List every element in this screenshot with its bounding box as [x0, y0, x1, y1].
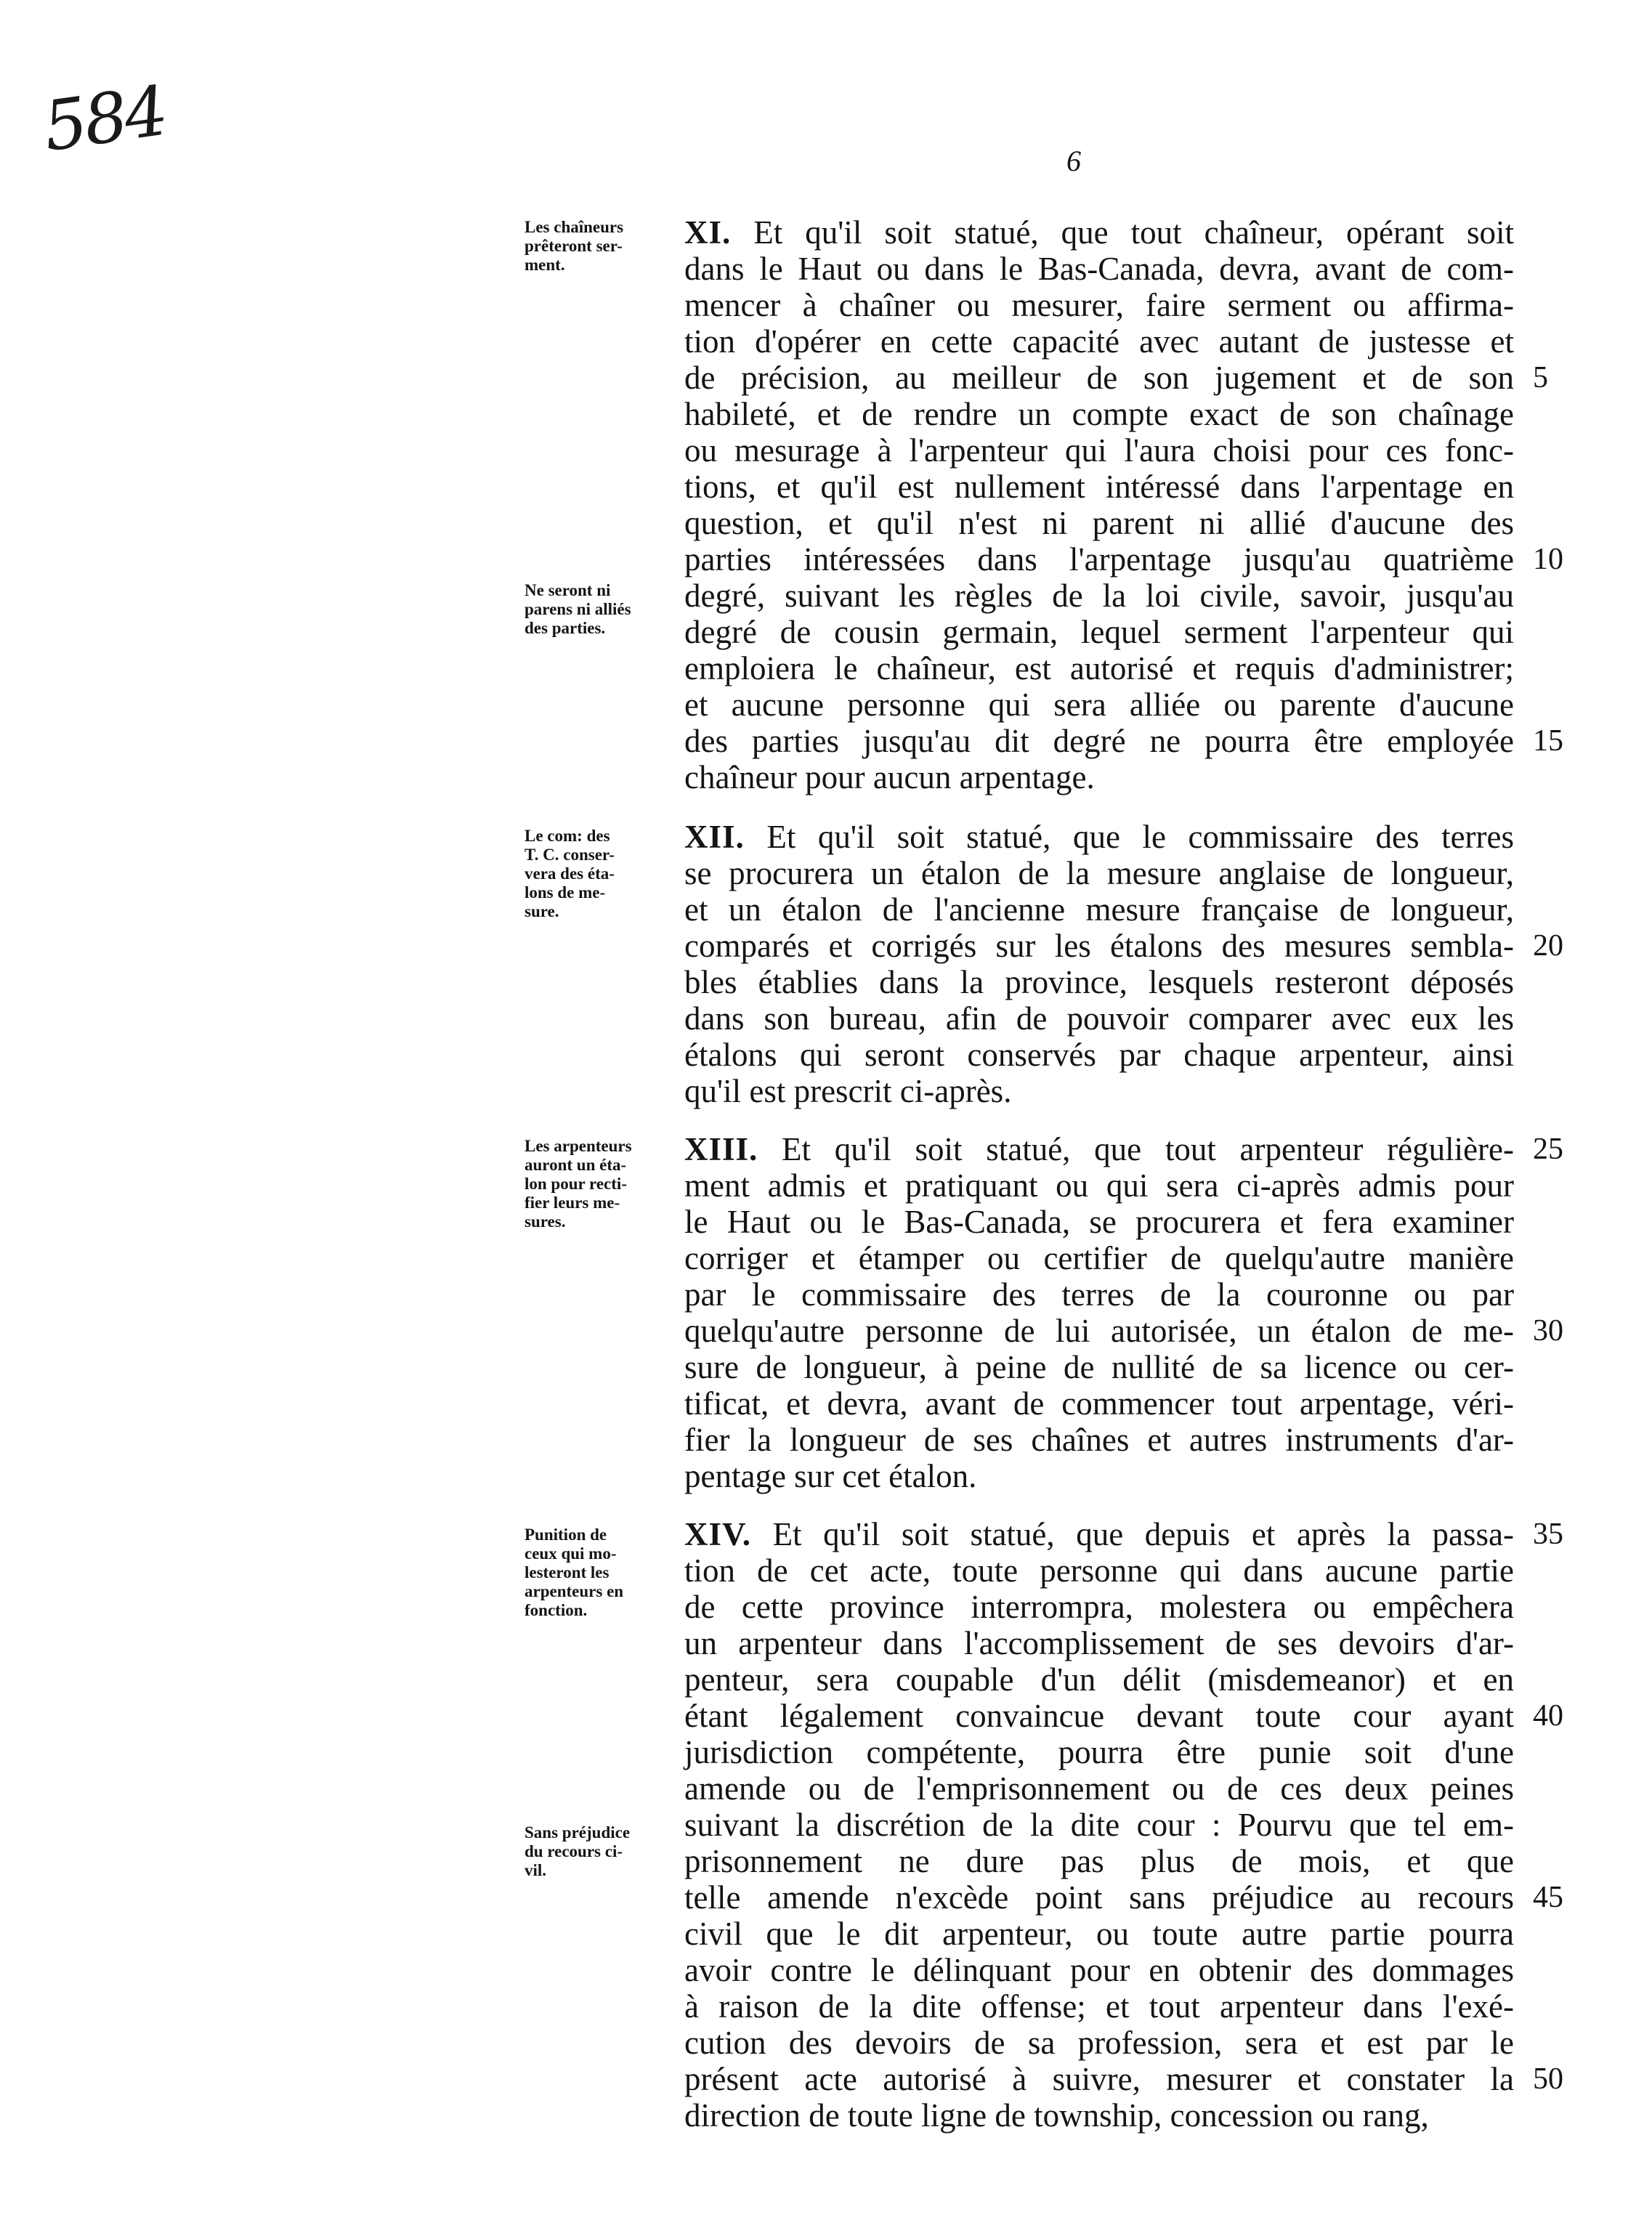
- line-number: 10: [1533, 543, 1563, 576]
- line-number: 30: [1533, 1314, 1563, 1348]
- body-line-text: ou mesurage à l'arpenteur qui l'aura choisi pour ces fonc-: [684, 432, 1514, 469]
- body-line: [684, 1952, 1514, 1988]
- section-number: XII.: [684, 819, 745, 855]
- body-line-text: mencer à chaîner ou mesurer, faire serment ou affirma-: [684, 287, 1514, 323]
- body-line: [684, 214, 1514, 251]
- body-line: [684, 1458, 1514, 1494]
- body-line-text: quelqu'autre personne de lui autorisée, un étalon de me-: [684, 1313, 1514, 1349]
- body-line: [684, 1000, 1514, 1037]
- body-line: [684, 1552, 1514, 1589]
- body-line-text: chaîneur pour aucun arpentage.: [684, 759, 1095, 795]
- handwritten-page-note: 584: [39, 71, 171, 168]
- body-line-text: suivant la discrétion de la dite cour : Pourvu que tel em-: [684, 1807, 1514, 1843]
- body-line: [684, 1516, 1514, 1552]
- body-line: [684, 1037, 1514, 1073]
- body-line-text: avoir contre le délinquant pour en obtenir des dommages: [684, 1952, 1514, 1988]
- body-line: [684, 323, 1514, 360]
- body-line-text: tion d'opérer en cette capacité avec autant de justesse et: [684, 323, 1514, 360]
- body-line: [684, 287, 1514, 323]
- body-line-text: et aucune personne qui sera alliée ou parente d'aucune: [684, 686, 1514, 723]
- body-line: [684, 759, 1514, 795]
- section-number: XIV.: [684, 1516, 751, 1552]
- body-line: [684, 396, 1514, 432]
- body-line: [684, 891, 1514, 928]
- line-number: 45: [1533, 1881, 1563, 1914]
- body-line: [684, 541, 1514, 578]
- body-line: [684, 1313, 1514, 1349]
- body-line-text: Et qu'il soit statué, que tout chaîneur, opérant soit: [753, 214, 1514, 251]
- body-line: [684, 1589, 1514, 1625]
- body-line: [684, 1167, 1514, 1204]
- body-line-text: question, et qu'il n'est ni parent ni allié d'aucune des: [684, 505, 1514, 541]
- body-line: [684, 964, 1514, 1000]
- body-line-text: un arpenteur dans l'accomplissement de ses devoirs d'ar-: [684, 1625, 1514, 1661]
- margin-note-arpenteurs-etalon: Les arpenteurs auront un éta- lon pour recti- fier leurs me- sures.: [525, 1137, 632, 1231]
- body-line: [684, 686, 1514, 723]
- margin-note-etalons: Le com: des T. C. conser- vera des éta- lons de me- sure.: [525, 827, 615, 920]
- body-line: [684, 1073, 1514, 1109]
- body-line: [684, 1661, 1514, 1698]
- body-line-text: comparés et corrigés sur les étalons des mesures sembla-: [684, 928, 1514, 964]
- body-line-text: présent acte autorisé à suivre, mesurer et constater la: [684, 2061, 1514, 2097]
- body-line: [684, 251, 1514, 287]
- body-line: [684, 1385, 1514, 1422]
- body-line-text: degré, suivant les règles de la loi civile, savoir, jusqu'au: [684, 578, 1514, 614]
- margin-note-sans-prejudice: Sans préjudice du recours ci- vil.: [525, 1823, 631, 1879]
- body-line: [684, 1916, 1514, 1952]
- body-line: [684, 855, 1514, 891]
- body-line-text: tion de cet acte, toute personne qui dans aucune partie: [684, 1552, 1514, 1589]
- body-line: [684, 432, 1514, 469]
- margin-note-chaineurs-serment: Les chaîneurs prêteront ser- ment.: [525, 218, 624, 274]
- body-line-text: Et qu'il soit statué, que le commissaire des terres: [766, 819, 1515, 855]
- body-line-text: civil que le dit arpenteur, ou toute autre partie pourra: [684, 1916, 1514, 1952]
- line-number: 5: [1533, 361, 1548, 394]
- body-line-text: amende ou de l'emprisonnement ou de ces deux peines: [684, 1770, 1514, 1807]
- body-line-text: corriger et étamper ou certifier de quelqu'autre manière: [684, 1240, 1514, 1276]
- body-line-text: jurisdiction compétente, pourra être punie soit d'une: [684, 1734, 1514, 1770]
- body-line-text: parties intéressées dans l'arpentage jusqu'au quatrième: [684, 541, 1514, 578]
- body-line-text: telle amende n'excède point sans préjudice au recours: [684, 1879, 1514, 1916]
- body-line-text: dans son bureau, afin de pouvoir comparer avec eux les: [684, 1000, 1514, 1037]
- body-line: [684, 2025, 1514, 2061]
- body-line: [684, 578, 1514, 614]
- body-line: [684, 2061, 1514, 2097]
- body-line-text: emploiera le chaîneur, est autorisé et requis d'administrer;: [684, 650, 1514, 686]
- body-line: [684, 1879, 1514, 1916]
- line-number: 35: [1533, 1518, 1563, 1551]
- body-line: [684, 614, 1514, 650]
- body-line-text: tions, et qu'il est nullement intéressé dans l'arpentage en: [684, 469, 1514, 505]
- line-number: 50: [1533, 2062, 1563, 2096]
- body-line: [684, 1240, 1514, 1276]
- body-line-text: dans le Haut ou dans le Bas-Canada, devra, avant de com-: [684, 251, 1514, 287]
- body-line-text: bles établies dans la province, lesquels resteront déposés: [684, 964, 1514, 1000]
- margin-note-parens-allies: Ne seront ni parens ni alliés des parties.: [525, 581, 631, 637]
- line-number: 40: [1533, 1699, 1563, 1733]
- body-line-text: Et qu'il soit statué, que tout arpenteur régulière-: [782, 1131, 1514, 1167]
- section-number: XIII.: [684, 1131, 758, 1167]
- body-line: [684, 1131, 1514, 1167]
- line-number: 20: [1533, 929, 1563, 963]
- body-line: [684, 1770, 1514, 1807]
- body-line: [684, 1988, 1514, 2025]
- body-line-text: de cette province interrompra, molestera ou empêchera: [684, 1589, 1514, 1625]
- body-line: [684, 505, 1514, 541]
- body-line: [684, 1807, 1514, 1843]
- page-number: 6: [1066, 145, 1081, 177]
- body-line: [684, 1625, 1514, 1661]
- body-line: [684, 1843, 1514, 1879]
- margin-note-punition: Punition de ceux qui mo- lesteront les arpenteurs en fonction.: [525, 1526, 624, 1619]
- body-line-text: qu'il est prescrit ci-après.: [684, 1073, 1012, 1109]
- body-line-text: sure de longueur, à peine de nullité de sa licence ou cer-: [684, 1349, 1514, 1385]
- body-line-text: direction de toute ligne de township, concession ou rang,: [684, 2097, 1429, 2134]
- body-line-text: cution des devoirs de sa profession, sera et est par le: [684, 2025, 1514, 2061]
- body-line-text: le Haut ou le Bas-Canada, se procurera et fera examiner: [684, 1204, 1514, 1240]
- body-line-text: de précision, au meilleur de son jugement et de son: [684, 360, 1514, 396]
- body-line: [684, 819, 1514, 855]
- body-line-text: tificat, et devra, avant de commencer tout arpentage, véri-: [684, 1385, 1514, 1422]
- body-line: [684, 1422, 1514, 1458]
- body-line-text: habileté, et de rendre un compte exact de son chaînage: [684, 396, 1514, 432]
- line-number: 15: [1533, 724, 1563, 758]
- body-line: [684, 1276, 1514, 1313]
- body-line-text: penteur, sera coupable d'un délit (misdemeanor) et en: [684, 1661, 1514, 1698]
- body-line-text: ment admis et pratiquant ou qui sera ci-après admis pour: [684, 1167, 1514, 1204]
- body-line: [684, 360, 1514, 396]
- body-line-text: pentage sur cet étalon.: [684, 1458, 977, 1494]
- body-line-text: des parties jusqu'au dit degré ne pourra être employée: [684, 723, 1514, 759]
- body-line-text: se procurera un étalon de la mesure anglaise de longueur,: [684, 855, 1514, 891]
- body-line-text: degré de cousin germain, lequel serment l'arpenteur qui: [684, 614, 1514, 650]
- body-line-text: à raison de la dite offense; et tout arpenteur dans l'exé-: [684, 1988, 1514, 2025]
- body-line-text: par le commissaire des terres de la couronne ou par: [684, 1276, 1514, 1313]
- body-line-text: et un étalon de l'ancienne mesure française de longueur,: [684, 891, 1514, 928]
- body-line: [684, 928, 1514, 964]
- body-line: [684, 1734, 1514, 1770]
- body-line-text: étalons qui seront conservés par chaque arpenteur, ainsi: [684, 1037, 1514, 1073]
- section-number: XI.: [684, 214, 732, 251]
- body-line: [684, 1204, 1514, 1240]
- body-line: [684, 1698, 1514, 1734]
- body-line-text: fier la longueur de ses chaînes et autres instruments d'ar-: [684, 1422, 1514, 1458]
- line-number: 25: [1533, 1133, 1563, 1166]
- body-line: [684, 723, 1514, 759]
- body-line-text: prisonnement ne dure pas plus de mois, et que: [684, 1843, 1514, 1879]
- body-line: [684, 650, 1514, 686]
- body-line: [684, 2097, 1514, 2134]
- body-line: [684, 1349, 1514, 1385]
- body-line: [684, 469, 1514, 505]
- body-line-text: étant légalement convaincue devant toute cour ayant: [684, 1698, 1514, 1734]
- body-line-text: Et qu'il soit statué, que depuis et après la passa-: [772, 1516, 1514, 1552]
